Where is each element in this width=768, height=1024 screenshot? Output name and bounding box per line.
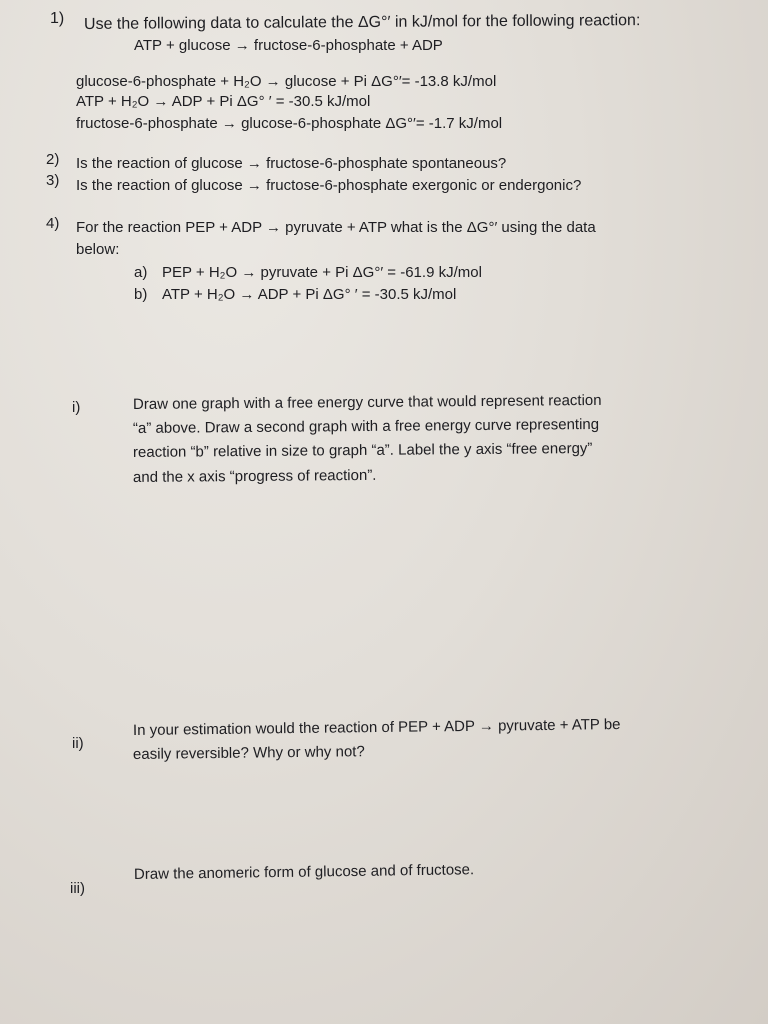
q4-sub-iii-line-1: Draw the anomeric form of glucose and of fructose. bbox=[133, 861, 475, 883]
q4-number: 4) bbox=[46, 215, 60, 232]
q1-target-reaction: ATP + glucose → fructose-6-phosphate + ADP bbox=[134, 37, 443, 54]
q2-number: 2) bbox=[46, 151, 60, 168]
q1-data-line-2: ATP + H₂O → ADP + Pi ΔG° ′ = -30.5 kJ/mol bbox=[76, 93, 371, 110]
q4-text-line-1: For the reaction PEP + ADP → pyruvate + ATP what is the ΔG°′ using the data bbox=[76, 219, 596, 236]
q4-sub-i-label: i) bbox=[72, 399, 81, 416]
q4-item-b-label: b) bbox=[134, 286, 148, 303]
q4-sub-ii-line-2: easily reversible? Why or why not? bbox=[132, 743, 365, 763]
q4-sub-i-line-4: and the x axis “progress of reaction”. bbox=[132, 466, 377, 486]
q4-item-b-text: ATP + H₂O → ADP + Pi ΔG° ′ = -30.5 kJ/mol bbox=[162, 286, 457, 303]
q4-sub-i-line-1: Draw one graph with a free energy curve that would represent reaction bbox=[132, 391, 602, 413]
q1-data-line-1: glucose-6-phosphate + H₂O → glucose + Pi ΔG°′= -13.8 kJ/mol bbox=[76, 73, 497, 90]
q4-item-a-label: a) bbox=[134, 264, 148, 281]
q4-text-line-2: below: bbox=[76, 241, 120, 258]
q4-sub-ii-label: ii) bbox=[72, 735, 84, 752]
q4-sub-ii-line-1: In your estimation would the reaction of PEP + ADP → pyruvate + ATP be bbox=[132, 716, 621, 739]
q4-sub-iii-label: iii) bbox=[70, 880, 85, 897]
q4-sub-i-line-2: “a” above. Draw a second graph with a free energy curve representing bbox=[132, 415, 600, 437]
q1-number: 1) bbox=[50, 10, 65, 27]
q4-sub-i-line-3: reaction “b” relative in size to graph “a”. Label the y axis “free energy” bbox=[132, 439, 593, 461]
q2-text: Is the reaction of glucose → fructose-6-phosphate spontaneous? bbox=[76, 155, 507, 172]
q1-prompt: Use the following data to calculate the ΔG°′ in kJ/mol for the following reaction: bbox=[83, 12, 641, 33]
q4-item-a-text: PEP + H₂O → pyruvate + Pi ΔG°′ = -61.9 kJ/mol bbox=[162, 264, 482, 281]
q3-text: Is the reaction of glucose → fructose-6-phosphate exergonic or endergonic? bbox=[76, 177, 582, 194]
q3-number: 3) bbox=[46, 172, 60, 189]
q1-data-line-3: fructose-6-phosphate → glucose-6-phosphate ΔG°′= -1.7 kJ/mol bbox=[76, 115, 503, 132]
